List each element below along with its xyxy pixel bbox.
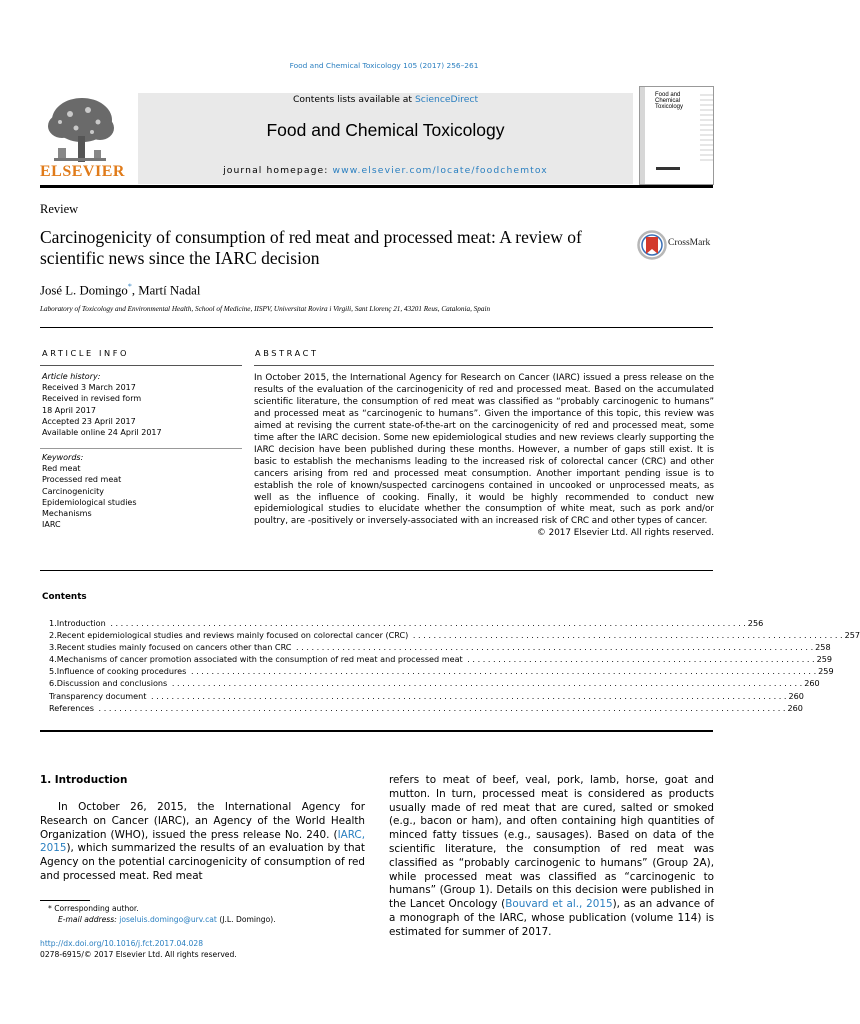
crossmark-icon [637, 230, 667, 260]
intro-paragraph-2: refers to meat of beef, veal, pork, lamb, horse, goat and mutton. In turn, processed meat is considered as products usually made of red meat that are cured, salted or smoked (e.g., bacon or ham), and often containing high quantities of minced fatty tissues (e.g., sausages). Based on data of the scientific literature, the consumption of red meat was classified as “probably carcinogenic to humans” (Group 2A), while processed meat was classified as “carcinogenic to humans” (Group 1). Details on this decision were published in the Lancet Oncology (Bouvard et al., 2015), as an advance of a monograph of the IARC, whose publication (volume 114) is estimated for summer of 2017. [389, 774, 714, 938]
crossmark-badge[interactable] [637, 230, 717, 260]
footnote-rule [40, 900, 90, 901]
abstract-rule [254, 365, 714, 366]
sciencedirect-link[interactable]: ScienceDirect [414, 94, 479, 105]
contents-bottom-rule [40, 730, 713, 732]
toc-item-epidemiological[interactable]: 2. Recent epidemiological studies and reviews mainly focused on colorectal cancer (CRC) . . . . . . . . . . . . . . . . . . . . . . . . . . . . . . . . . . . . . . . . . . . . . . . . . . . . . . . . . . . . . . . . . . . . . . . . . . . . . . . . . . . . 257 [49, 630, 860, 641]
toc-item-transparency[interactable]: Transparency document . . . . . . . . . . . . . . . . . . . . . . . . . . . . . . . . . . . . . . . . . . . . . . . . . . . . . . . . . . . . . . . . . . . . . . . . . . . . . . . . . . . . . . . . . . . . . . . . . . . . . . . . . . . . . . . . . . . . . . . . . . . . 260 [49, 690, 804, 701]
homepage-link[interactable]: www.elsevier.com/locate/foodchemtox [332, 165, 548, 176]
intro-paragraph-1: In October 26, 2015, the International Agency for Research on Cancer (IARC), an Agency of the World Health Organization (WHO), issued the press release No. 240. (IARC, 2015), which summarized the results of an evaluation by that Agency on the potential carcinogenicity of consumption of red and processed meat. Red meat [40, 801, 365, 882]
section-heading-introduction: 1. Introduction [40, 774, 128, 786]
crossmark-label: CrossMark [668, 238, 711, 248]
history-item: Available online 24 April 2017 [42, 428, 162, 438]
keyword: IARC [42, 520, 61, 530]
footnote-mark: * [48, 904, 52, 913]
affiliation: Laboratory of Toxicology and Environmental Health, School of Medicine, IISPV, Universitat Rovira i Virgili, Sant Llorenç 21, 43201 Reus, Catalonia, Spain [40, 305, 491, 313]
keyword: Epidemiological studies [42, 497, 137, 507]
toc-item-references[interactable]: References . . . . . . . . . . . . . . . . . . . . . . . . . . . . . . . . . . . . . . . . . . . . . . . . . . . . . . . . . . . . . . . . . . . . . . . . . . . . . . . . . . . . . . . . . . . . . . . . . . . . . . . . . . . . . . . . . . . . . . . . . . . . . . . . . . . . . . 260 [49, 702, 803, 713]
keywords-rule [40, 448, 242, 449]
journal-cover [639, 86, 714, 185]
email-label: E-mail address: [58, 915, 117, 924]
elsevier-wordmark: ELSEVIER [40, 163, 125, 180]
author-domingo[interactable]: José L. Domingo [40, 283, 128, 298]
keywords-label: Keywords: [42, 453, 84, 462]
abstract-text: In October 2015, the International Agency for Research on Cancer (IARC) issued a press release on the results of the evaluation of the carcinogenicity of red and processed meat. Based on the accumulated scientific literature, the consumption of red meat was classified as “probably carcinogenic to humans” and processed meat as “carcinogenic to humans”. Given the importance of this topic, this review was aimed at revising the current state-of-the-art on the carcinogenicity of red and processed meat, some time after the IARC decision. Some new epidemiological studies and new reviews clearly supporting the IARC decision have been published during these months. However, a number of gaps still exist. It is basic to establish the mechanisms leading to the increased risk of colorectal cancer (CRC) and other cancers arising from red and processed meat consumption. Another important pending issue is to establish the role of known/suspected carcinogens contained in uncooked or unprocessed meats, as well as the influence of cooking. Finally, it would be highly recommended to conduct new epidemiological studies to elucidate whether the consumption of white meat, such as pork and/or poultry, are -positively or inversely-associated with an increased risk of CRC and other types of cancer. [254, 373, 714, 527]
history-label: Article history: [42, 372, 101, 381]
contents-top-rule [40, 570, 713, 571]
journal-title: Food and Chemical Toxicology [266, 120, 505, 140]
contents-prefix: Contents lists available at [292, 94, 415, 105]
footnote-label: Corresponding author. [54, 904, 139, 913]
article-info-heading: ARTICLE INFO [42, 348, 130, 358]
cover-title: Food and Chemical Toxicology [655, 92, 684, 110]
abstract-copyright: © 2017 Elsevier Ltd. All rights reserved. [537, 528, 714, 539]
toc-item-mechanisms[interactable]: 4. Mechanisms of cancer promotion associated with the consumption of red meat and processed meat . . . . . . . . . . . . . . . . . . . . . . . . . . . . . . . . . . . . . . . . . . . . . . . . . . . . . . . . . . . . . . . . . . . . 259 [49, 654, 833, 665]
info-rule [40, 365, 242, 366]
author-nadal[interactable]: Martí Nadal [138, 283, 201, 298]
footnote [40, 903, 276, 925]
abstract-body [254, 373, 714, 540]
toc-item-cooking[interactable]: 5. Influence of cooking procedures . . . . . . . . . . . . . . . . . . . . . . . . . . . . . . . . . . . . . . . . . . . . . . . . . . . . . . . . . . . . . . . . . . . . . . . . . . . . . . . . . . . . . . . . . . . . . . . . . . . . . . . . . . . . . . . . . . . . . . . . . . 259 [49, 666, 834, 677]
article-title: Carcinogenicity of consumption of red meat and processed meat: A review of scientific news since the IARC decision [40, 227, 582, 268]
title-rule [40, 327, 713, 328]
author-list [40, 282, 200, 298]
homepage-prefix: journal homepage: [223, 165, 333, 176]
keywords [42, 452, 242, 530]
keyword: Carcinogenicity [42, 486, 104, 496]
citation-bouvard-2015[interactable]: Bouvard et al., 2015 [505, 898, 613, 911]
corresponding-mark[interactable]: * [127, 282, 132, 291]
article-history [42, 371, 242, 438]
cover-lines [700, 87, 713, 184]
header-rule [40, 185, 713, 188]
journal-homepage [138, 165, 633, 176]
author-separator: , [131, 283, 139, 298]
citation-iarc-2015[interactable]: IARC, 2015 [40, 828, 365, 855]
contents-available [138, 94, 633, 105]
contents-heading: Contents [42, 592, 87, 602]
journal-citation[interactable]: Food and Chemical Toxicology 105 (2017) 256–261 [289, 61, 479, 70]
history-item: Received 3 March 2017 [42, 383, 136, 393]
keyword: Mechanisms [42, 509, 92, 519]
history-item: Received in revised form [42, 394, 142, 404]
history-item: 18 April 2017 [42, 405, 96, 415]
article-type: Review [40, 202, 79, 216]
table-of-contents [40, 617, 860, 714]
doi-link[interactable]: http://dx.doi.org/10.1016/j.fct.2017.04.028 [40, 939, 204, 948]
abstract-heading: ABSTRACT [255, 348, 319, 358]
toc-item-discussion[interactable]: 6. Discussion and conclusions . . . . . . . . . . . . . . . . . . . . . . . . . . . . . . . . . . . . . . . . . . . . . . . . . . . . . . . . . . . . . . . . . . . . . . . . . . . . . . . . . . . . . . . . . . . . . . . . . . . . . . . . . . . . . . . . . . . . . . . . . . . 260 [49, 678, 820, 689]
doi-block [40, 938, 237, 960]
email-suffix: (J.L. Domingo). [216, 915, 276, 924]
history-item: Accepted 23 April 2017 [42, 416, 136, 426]
keyword: Processed red meat [42, 475, 122, 485]
issn-copyright: 0278-6915/© 2017 Elsevier Ltd. All rights reserved. [40, 950, 237, 959]
keyword: Red meat [42, 464, 81, 474]
toc-item-introduction[interactable]: 1. Introduction . . . . . . . . . . . . . . . . . . . . . . . . . . . . . . . . . . . . . . . . . . . . . . . . . . . . . . . . . . . . . . . . . . . . . . . . . . . . . . . . . . . . . . . . . . . . . . . . . . . . . . . . . . . . . . . . . . . . . . . . . . . . 256 [49, 618, 764, 628]
email-link[interactable]: joseluis.domingo@urv.cat [119, 915, 217, 924]
toc-item-other-cancers[interactable]: 3. Recent studies mainly focused on cancers other than CRC . . . . . . . . . . . . . . . . . . . . . . . . . . . . . . . . . . . . . . . . . . . . . . . . . . . . . . . . . . . . . . . . . . . . . . . . . . . . . . . . . . . . . . . . . . . . . . . . . . . . . 258 [49, 642, 831, 653]
